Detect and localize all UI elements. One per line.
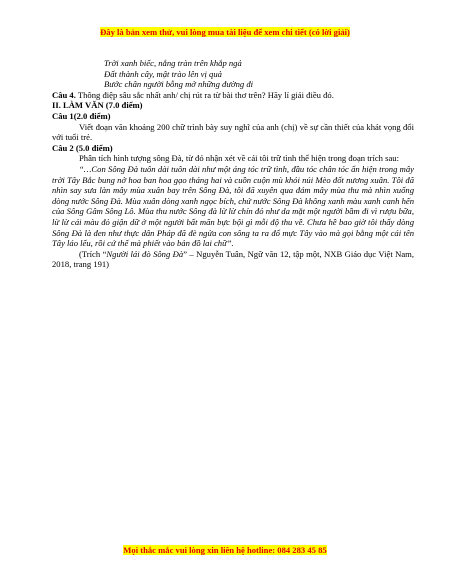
question-4 [52,90,414,101]
section-2-title: II. LÀM VĂN (7.0 điểm) [52,100,143,111]
document-body [52,58,414,270]
poem-line: Bước chân người bỗng mở những đường đi [104,79,254,90]
essay-2-quote: “…Con Sông Đà tuôn dài tuôn dài như một áng tóc trữ tình, đầu tóc chân tóc ẩn hiện trong mây trời Tây Bắc bung nở hoa ban hoa gạo tháng hai và cuồn cuộn mù khói núi Mèo đốt nương xuân. Tôi đã nhìn say sưa làn mây mùa xuân bay trên Sông Đà, tôi đã xuyên qua đám mây mùa thu mà nhìn xuống dòng nước Sông Đà. Mùa xuân dòng xanh ngọc bích, chứ nước Sông Đà không xanh màu xanh canh hến của Sông Gâm Sông Lô. Mùa thu nước Sông đà lừ lừ chín đỏ như da mặt một người bầm đi vì rượu bữa, lừ lừ cái màu đỏ giận dữ ở một người bất mãn bực bội gì mỗi độ thu về. Chưa hề bao giờ tôi thấy dòng Sông Đà là đen như thực dân Pháp đã đè ngửa con sông ta ra đổ mực Tây vào mà gọi bằng một cái tên Tây láo lếu, rồi cứ thế mà phiết vào bản đồ lai chữ”. [52,163,414,249]
question-4-text: Thông điệp sâu sắc nhất anh/ chị rút ra từ bài thơ trên? Hãy lí giải điều đó. [75,89,334,100]
essay-1-text: Viết đoạn văn khoảng 200 chữ trình bày suy nghĩ của anh (chị) về sự cần thiết của khát vọng đổi với tuổi trẻ. [52,121,414,143]
hotline-notice-banner: Mọi thắc mắc vui lòng xin liên hệ hotline: 084 283 45 85 [123,545,327,555]
essay-1-label: Câu 1(2.0 điểm) [52,110,111,121]
essay-2-citation: (Trích “Người lái đò Sông Đà” – Nguyễn Tuân, Ngữ văn 12, tập một, NXB Giáo dục Việt Nam, 2018, trang 191) [52,248,414,270]
poem-excerpt [52,58,414,90]
poem-line: Đất thành cây, mật trào lên vị quả [104,68,222,79]
question-4-label: Câu 4. [52,89,76,100]
preview-notice-banner: Đây là bản xem thử, vui lòng mua tài liệu để xem chi tiết (có lời giải) [100,27,350,37]
poem-line: Trời xanh biếc, nắng tràn trên khắp ngả [104,58,242,68]
essay-2-label: Câu 2 (5.0 điểm) [52,142,113,153]
essay-2-prompt: Phân tích hình tượng sông Đà, từ đó nhận xét về cái tôi trữ tình thể hiện trong đoạn trích sau: [79,153,399,164]
citation-title: Người lái đò Sông Đà [106,248,184,259]
